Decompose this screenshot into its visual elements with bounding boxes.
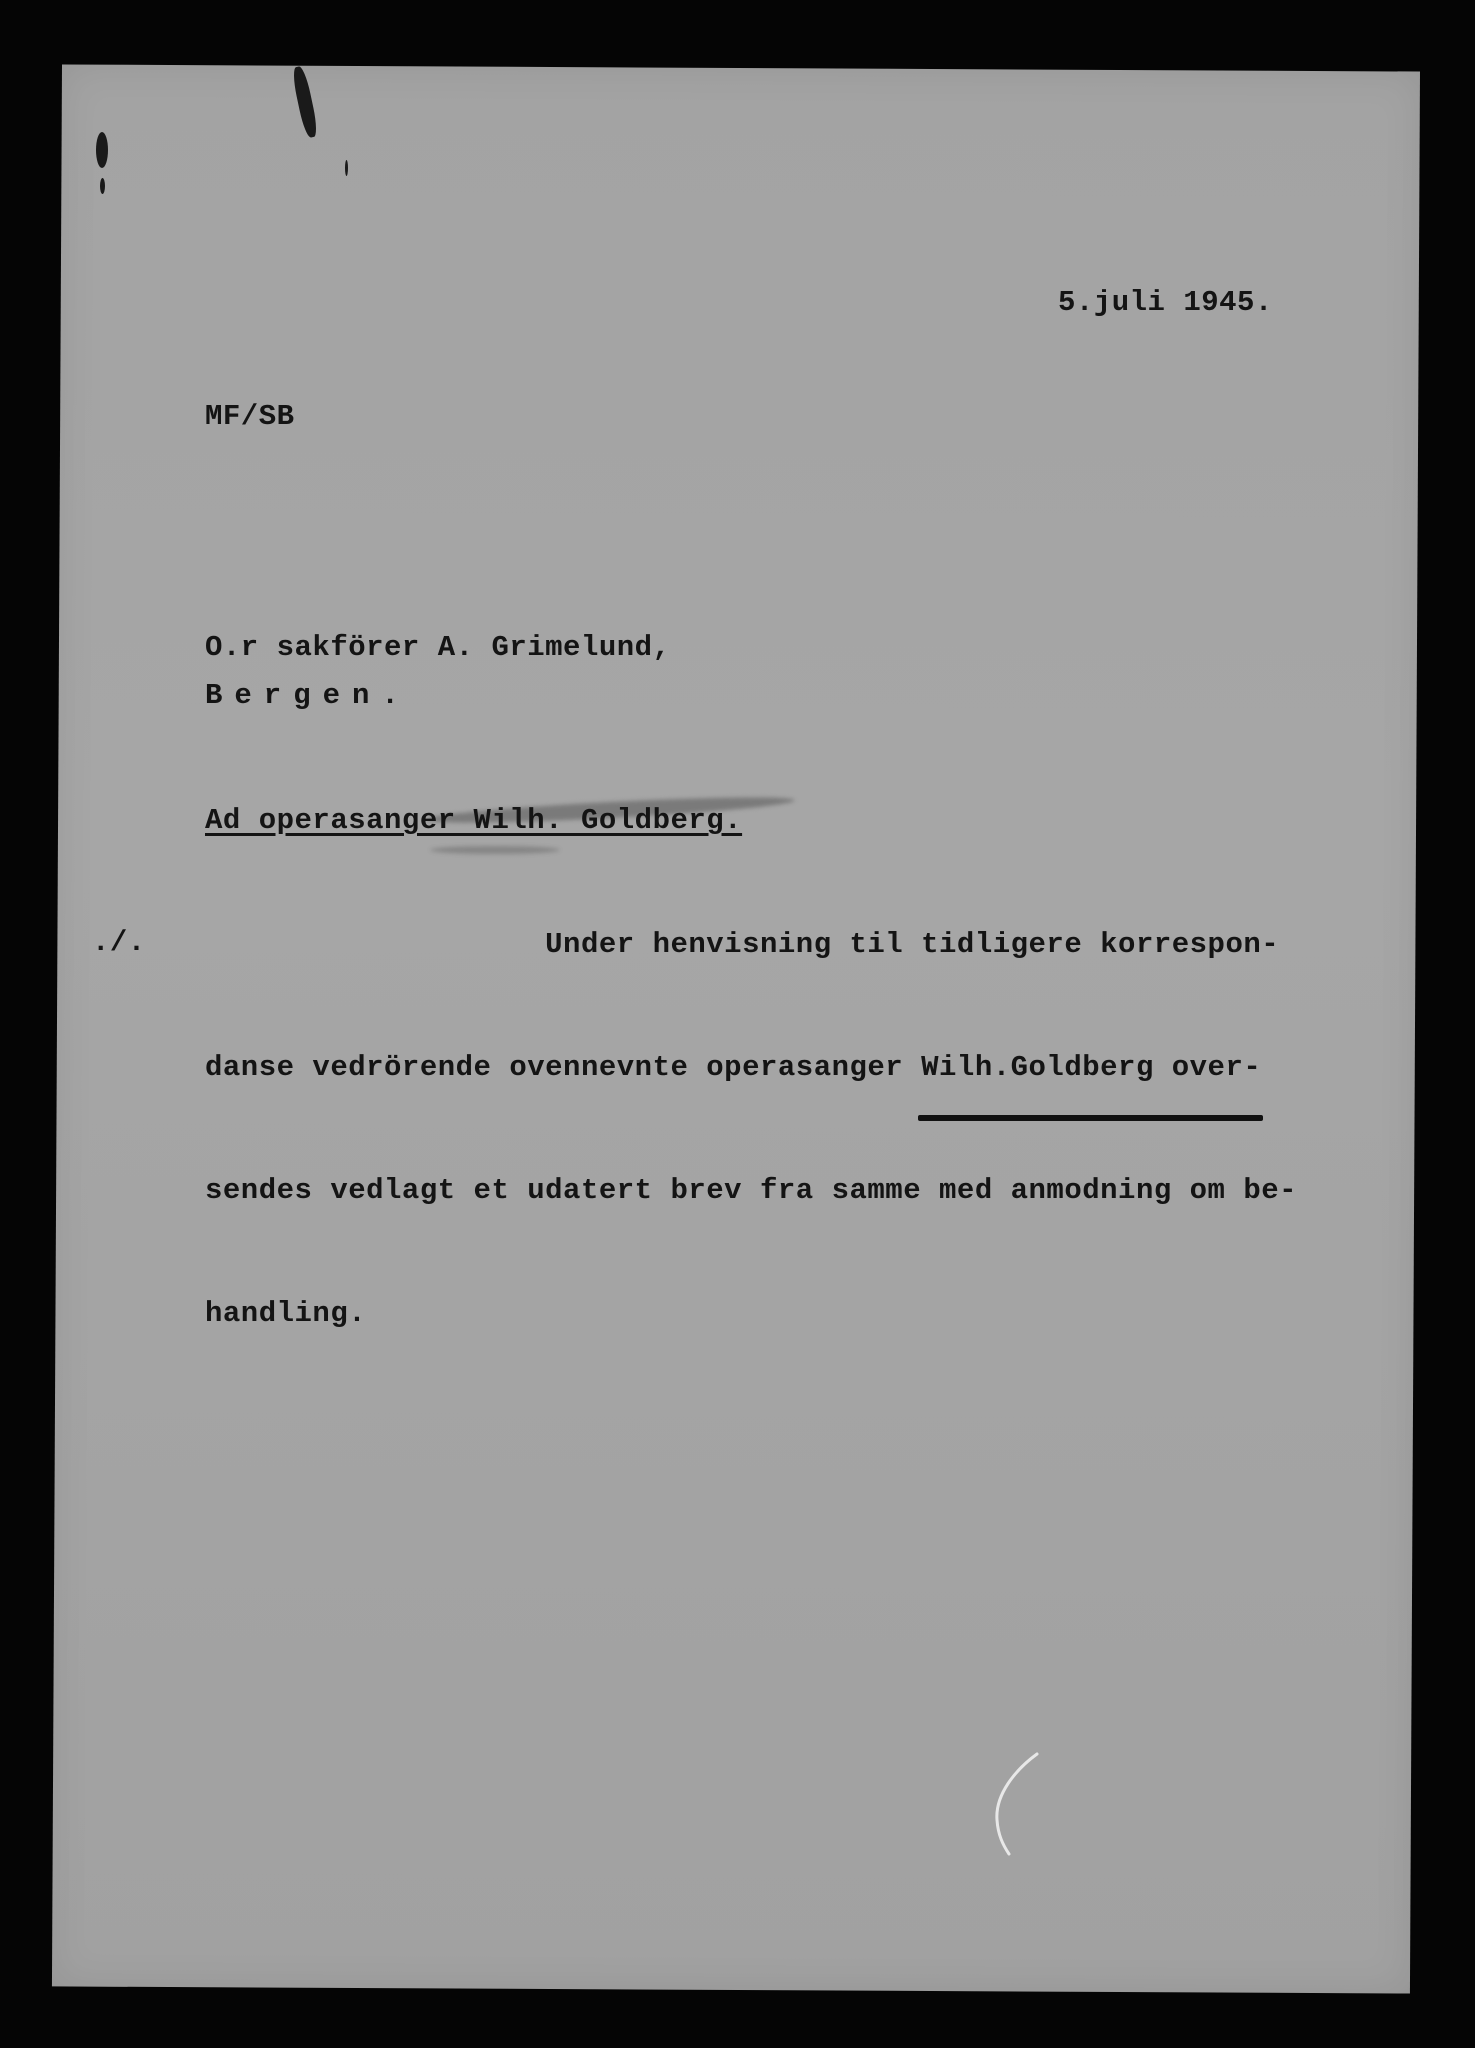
body-line: danse vedrörende ovennevnte operasanger Wilh.Goldberg over- xyxy=(205,1051,1262,1084)
recipient-name: O.r sakförer A. Grimelund, xyxy=(205,631,671,664)
body-line: sendes vedlagt et udatert brev fra samme med anmodning om be- xyxy=(205,1174,1298,1207)
letter-subject: Ad operasanger Wilh. Goldberg. xyxy=(205,804,743,837)
ink-blot xyxy=(345,160,348,176)
enclosure-mark: ./. xyxy=(92,926,146,959)
reference-code: MF/SB xyxy=(205,400,295,433)
body-line: Under henvisning til tidligere korrespon- xyxy=(205,928,1280,961)
pencil-mark xyxy=(985,1750,1045,1860)
body-line: handling. xyxy=(205,1297,367,1330)
letter-body xyxy=(205,842,1297,1416)
ink-blot xyxy=(96,132,108,168)
signature-line xyxy=(918,1115,1263,1121)
ink-blot xyxy=(100,178,105,194)
letter-date: 5.juli 1945. xyxy=(1058,286,1273,319)
recipient-city: Bergen. xyxy=(205,679,411,712)
